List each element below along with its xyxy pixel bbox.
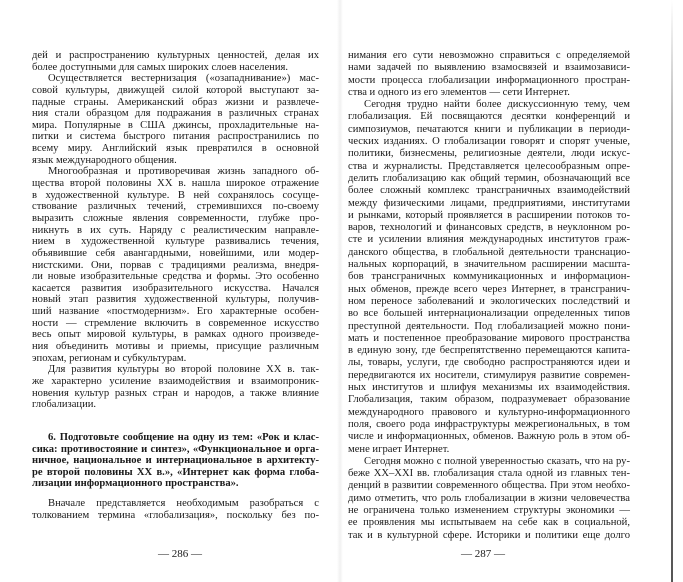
text-line: ствование различных течений, стремившихся по-своему [32,201,319,213]
text-line: глобализация. Ей посвящаются десятки конференций и [348,111,630,123]
left-page [0,0,340,582]
text-line: мать и постепенное преобразование мирового пространства [348,332,630,344]
text-line: ее проявления мы испытываем на себе как в социальной, [348,517,630,529]
text-line: нами задачей по выявлению взамосвязей и взаимозависи- [348,62,630,74]
text-line: симпозиумов, печатаются книги и публикации в периоди- [348,123,630,135]
text-line: никнуть в их суть. Наряду с реалистическим направле- [32,224,319,236]
text-line: касается развития изобразительного искусства. Начался [32,282,319,294]
text-line: димо отметить, что роль глобализации в жизни человечества [348,492,630,504]
text-line: более доступными для самых широких слоев населения. [32,61,289,73]
paragraph [348,456,630,542]
text-line: преступной деятельности. Под глобализацией можно пони- [348,320,630,332]
text-line: ния стали образцом для подражания в различных странах [32,108,319,120]
text-line: всему миру. Английский язык превратился в основной [32,143,319,155]
task-heading [32,432,319,490]
right-page [340,0,683,582]
text-line: поля, своего рода инфраструктуры межрегиональных, в том [348,418,630,430]
text-line: нием в художественной культуре развивались течения, [32,236,319,248]
text-line: 6. Подготовьте сообщение на одну из тем: «Рок и клас- [48,431,319,443]
text-line: новения культур разных стран и народов, а также влияние [32,387,319,399]
text-line: падные страны. Американский образ жизни и развлече- [32,96,319,108]
text-line: денций в развитии современного общества. При этом необхо- [348,480,630,492]
page-number: — 287 — [461,548,505,560]
text-line: в единую зону, где беспрепятственно перемещаются капита- [348,345,630,357]
text-line: Вначале представляется необходимым разобраться с [48,498,319,510]
text-line: ства и одного из его элементов — сети Интернет. [348,86,570,98]
text-line: варов, технологий и финансовых средств, в неуклонном ро- [348,222,630,234]
text-line: Глобализация, таким образом, подразумевает образование [348,394,630,406]
text-line: передвигаются их носители, стимулируя развитие современ- [348,369,630,381]
text-line: ческих изданиях. О глобализации говорят и спорят ученые, [348,136,630,148]
text-line: в художественной культуре. В ней сохранялось сосуще- [32,189,319,201]
text-line: ном переносе заболеваний и экологических последствий и [348,295,630,307]
text-line: беже XX–XXI вв. глобализация стала одной из главных тен- [348,468,630,480]
text-line: сика: противостояние и синтез», «Функциональное и орга- [32,443,319,455]
text-line: лизации информационного пространства». [32,478,239,490]
text-line: и рынками, который проявляется в расширении потоков то- [348,209,630,221]
text-line: бов трансграничных коммуникационных и информацион- [348,271,630,283]
paragraph [32,166,319,364]
paragraph [32,364,319,411]
text-line: во все большей интернационализации определенных типов [348,308,630,320]
text-line: ства и журналисты. Представляется целесообразным опре- [348,160,630,172]
text-line: ных обменов, прежде всего через Интернет, в трансгранич- [348,283,630,295]
text-line: нистскими. Они, порвав с традициями реализма, внедря- [32,259,319,271]
text-line: питки и система быстрого питания распространились по [32,131,319,143]
left-page-text [32,50,319,521]
text-line: Осуществляется вестернизация («озападнивание») мас- [48,73,319,85]
text-line: так и в культурной сфере. Историки и политики еще долго [348,529,630,541]
text-line: весь опыт мировой культуры, в рамках одного произведе- [32,329,319,341]
text-line: мене играет Интернет. [348,443,450,455]
text-line: не ограничена только изменением структуры экономики — [348,504,630,516]
text-line: толкованием термина «глобализация», поскольку без по- [32,509,319,521]
text-line: сте и усилении влияния международных институтов граж- [348,234,630,246]
text-line: международного правового и культурно-информационного [348,406,630,418]
text-line: ности — стремление включить в современное искусство [32,317,319,329]
text-line: ре второй половины XX в.», «Интернет как форма глоба- [32,466,319,478]
paragraph [32,73,319,166]
text-line: щества второй половины XX в. нашла широкое отражение [32,178,319,190]
right-page-text [348,50,630,542]
paragraph [32,50,319,73]
text-line: данского общества, в глобальной деятельности транснацио- [348,246,630,258]
text-line: эпохам, регионам и субкультурам. [32,352,187,364]
text-line: делить глобализацию как общий термин, обозначающий все [348,172,630,184]
paragraph [348,50,630,99]
text-line: объявившие себя авангардными, новейшими, или модер- [32,247,319,259]
text-line: ния объединить мотивы и приемы, присущие различным [32,341,319,353]
text-line: язык международного общения. [32,154,177,166]
text-line: мости процесса глобализации информационного простран- [348,74,630,86]
text-line: мира. Популярные в США джинсы, прохладительные на- [32,119,319,131]
text-line: ли новые изобразительные средства и формы. Это особенно [32,271,319,283]
text-line: дей и распространению культурных ценностей, делая их [32,50,319,61]
text-line: Сегодня можно с полной уверенностью сказать, что на ру- [364,455,630,467]
text-line: более сложный комплекс трансграничных взаимодействий [348,185,630,197]
text-line: лы, товары, услуги, где свободно распространяются идеи и [348,357,630,369]
text-line: глобализации. [32,399,97,411]
text-line: ных институтов и шлифуя механизмы их взаимодействия. [348,382,630,394]
text-line: новый этап развития художественной культуры, получив- [32,294,319,306]
page-number: — 286 — [158,548,202,560]
text-line: Многообразная и противоречивая жизнь западного об- [48,166,319,178]
text-line: ничное, национальное и интернациональное в архитекту- [32,455,319,467]
text-line: ший название «постмодернизм». Его характерные особен- [32,306,319,318]
text-line: между физическими лицами, предприятиями, институтами [348,197,630,209]
text-line: же характерно усиление взаимодействия и взаимопроник- [32,375,319,387]
text-line: Сегодня трудно найти более дискуссионную тему, чем [364,99,630,111]
paragraph [348,99,630,456]
text-line: политики, бизнесмены, религиозные деятели, люди искус- [348,148,630,160]
text-line: выразить сложные явления современности, глубже про- [32,212,319,224]
paragraph [32,498,319,521]
text-line: нальных корпораций, в значительном расширении масшта- [348,259,630,271]
text-line: нимания его сути невозможно справиться с определяемой [348,50,630,61]
text-line: совой культуры, движущей силой которой выступают за- [32,84,319,96]
text-line: Для развития культуры во второй половине XX в. так- [48,364,319,376]
text-line: числе и информационных, обменов. Важную роль в этом об- [348,431,630,443]
